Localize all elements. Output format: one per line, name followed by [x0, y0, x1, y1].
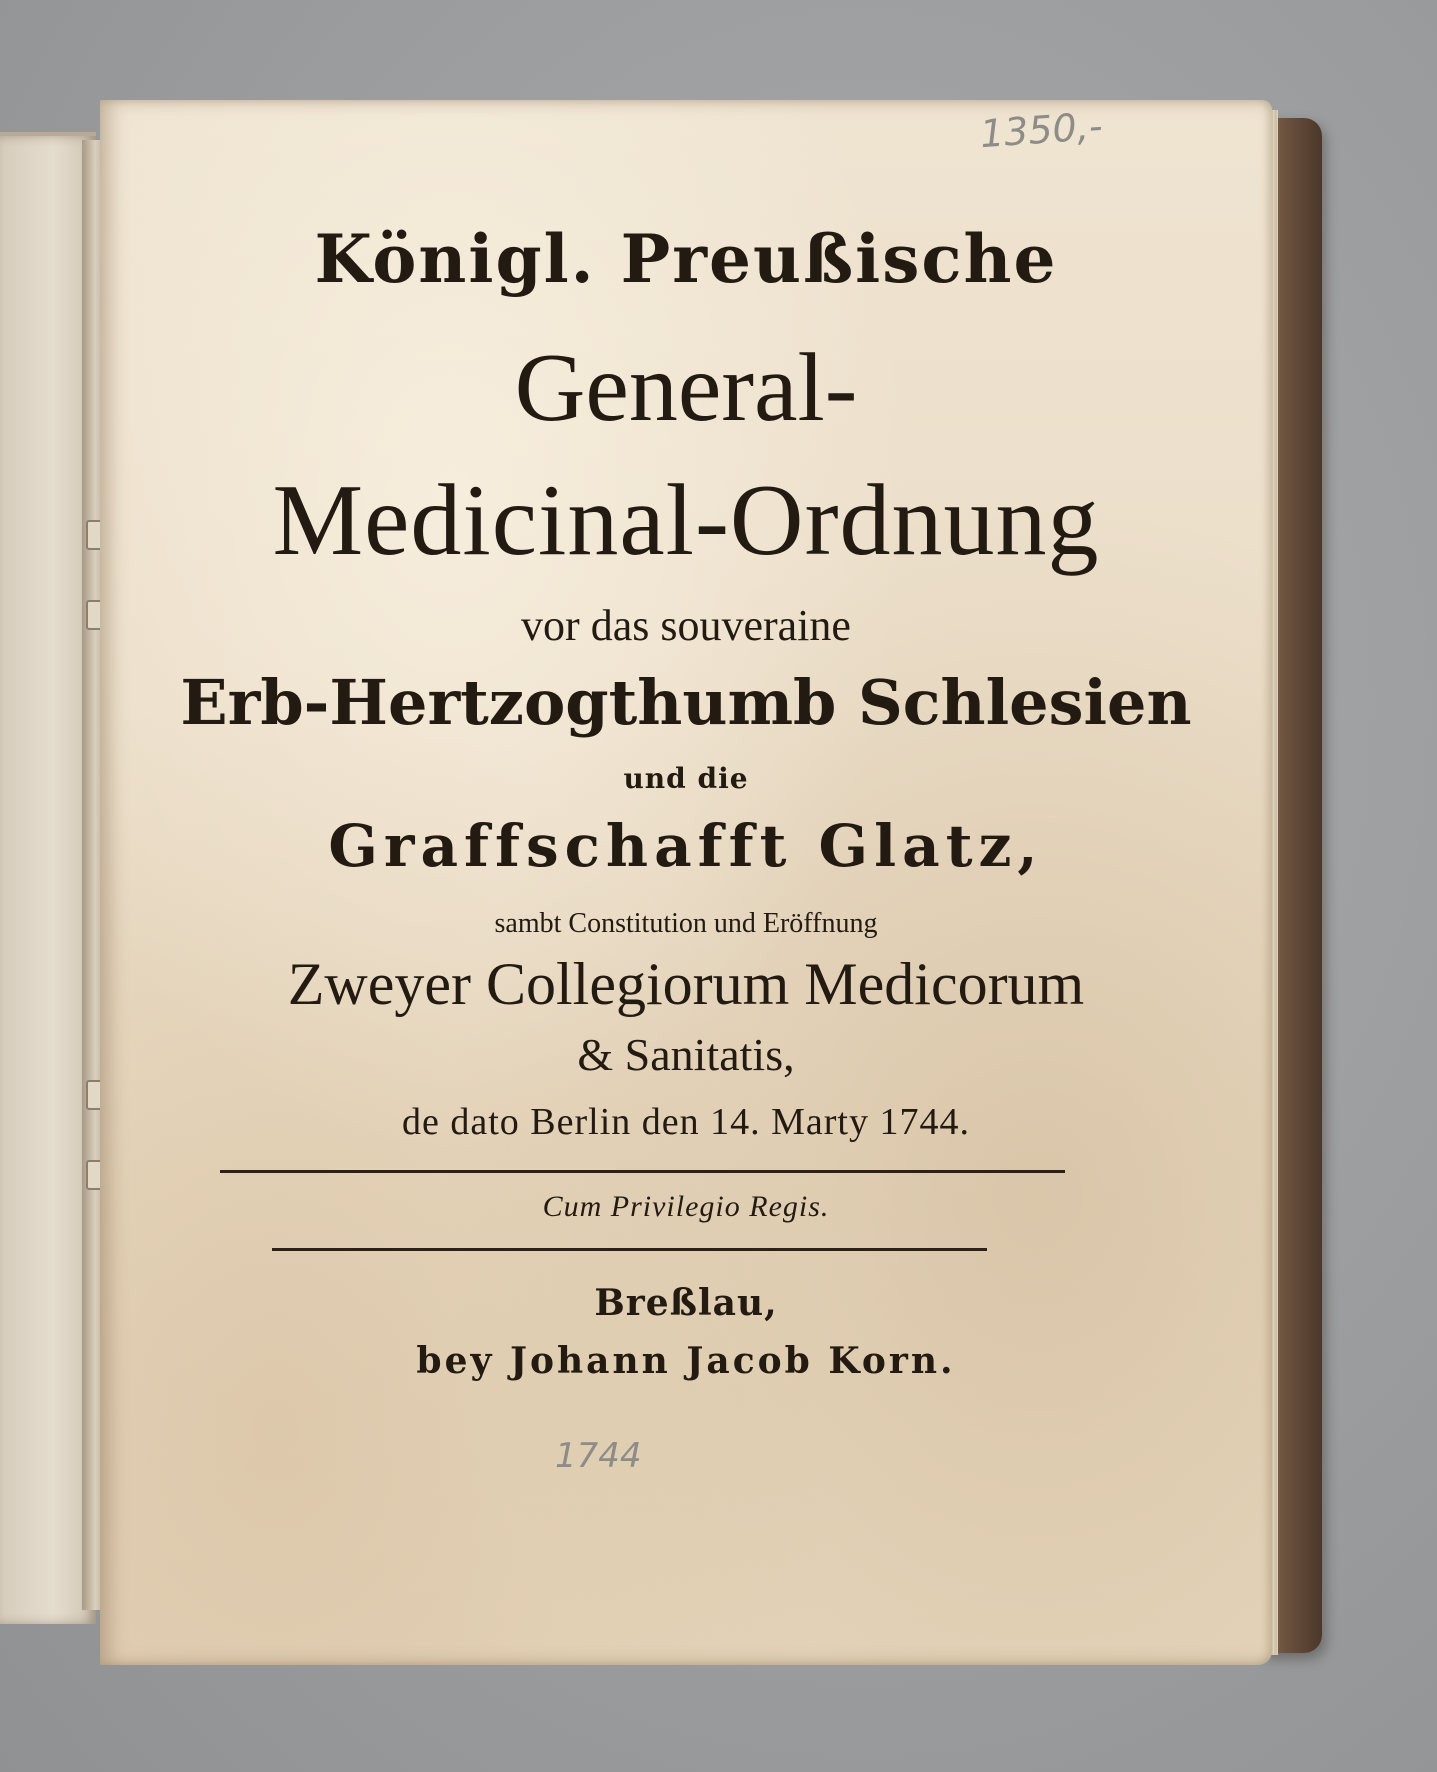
title-line-sambt-constitution: sambt Constitution und Eröffnung: [494, 908, 878, 939]
imprint-printer: bey Johann Jacob Korn.: [416, 1340, 956, 1382]
pencil-year-note: 1744: [555, 1436, 642, 1476]
privilege-line: Cum Privilegio Regis.: [542, 1190, 830, 1223]
lower-rule: [272, 1248, 987, 1251]
title-line-zweyer-collegiorum: Zweyer Collegiorum Medicorum: [287, 951, 1085, 1017]
pencil-price-note: 1350,-: [978, 103, 1104, 157]
title-line-graffschafft-glatz: Graffschafft Glatz,: [328, 812, 1044, 880]
title-line-medicinal-ordnung: Medicinal-Ordnung: [272, 464, 1100, 577]
title-line-general: General-: [514, 334, 858, 442]
title-line-und-die: und die: [623, 762, 749, 795]
title-line-erb-hertzogthumb-schlesien: Erb-Hertzogthumb Schlesien: [180, 666, 1192, 739]
upper-rule: [220, 1170, 1065, 1173]
title-line-sanitatis: & Sanitatis,: [577, 1029, 795, 1080]
title-line-vor-das-souveraine: vor das souveraine: [521, 601, 851, 650]
title-line-date: de dato Berlin den 14. Marty 1744.: [401, 1101, 970, 1143]
title-page: [100, 100, 1272, 1665]
imprint-place: Breßlau,: [594, 1282, 778, 1324]
title-line-koenigl-preussische: Königl. Preußische: [314, 220, 1058, 298]
